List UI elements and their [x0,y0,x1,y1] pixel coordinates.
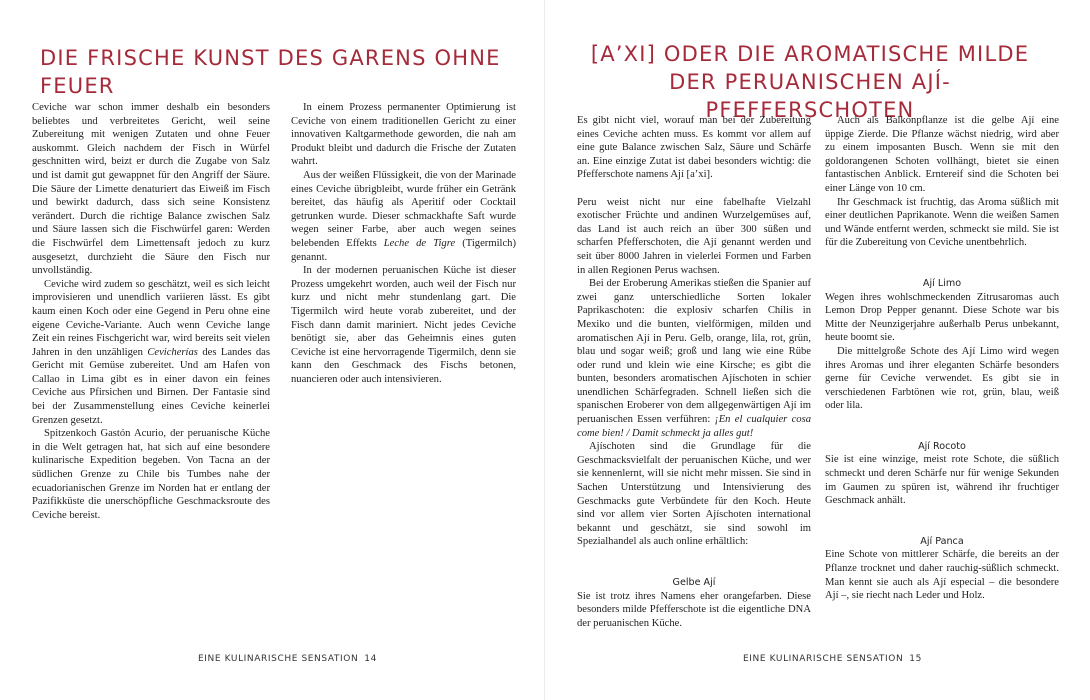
paragraph: Wegen ihres wohlschmeckenden Zitrusaromas auch Lemon Drop Pepper genannt. Diese Schote war bis Mitte der Neunzigerjahre außerhalb Perus unbekannt, heute boomt sie. [825,291,1059,344]
running-footer-label: EINE KULINARISCHE SENSATION [198,654,359,664]
italic-term: Cevicherías [147,346,198,358]
paragraph: Ajíschoten sind die Grundlage für die Geschmacksvielfalt der peruanischen Küche, und wer sie kennenlernt, will sie nicht mehr missen. Sie sind in Sachen Unterstützung und Intensivierung des Geschmacks gute Verbündete für den Koch. Heute sind vor allem vier Sorten Ajíschoten international bekannt und geschätzt, sie sind sowohl im Spezialhandel als auch online erhältlich: [577,441,811,548]
paragraph: Die mittelgroße Schote des Ají Limo wird wegen ihres Aromas und ihrer eleganten Schärfe besonders gerne für Ceviche verwendet. Es gibt sie in verschiedenen Farbtönen wie rot, grün, blau, weiß oder lila. [825,345,1059,412]
left-page-footer [198,654,377,664]
page-number: 14 [364,654,377,664]
paragraph [577,277,811,440]
paragraph: Ihr Geschmack ist fruchtig, das Aroma süßlich mit einer deutlichen Paprikanote. Wenn die weißen Samen und Wände entfernt werden, schmeckt sie mild. Sie ist für die Zubereitung von Ceviche unentbehrlich. [825,196,1059,249]
paragraph: Auch als Balkonpflanze ist die gelbe Ají eine üppige Zierde. Die Pflanze wächst niedrig, wird aber zu einem imposanten Busch. Wenn sie mit den goldorangenen Schoten vollhängt, bietet sie einen fantastischen Anblick. Erntereif sind die Schoten bei einer Länge von 10 cm. [825,115,1059,194]
page-gutter [544,0,545,700]
text-run: des Landes das Gericht mit Gemüse zubereitet. Und am Hafen von Callao in Lima gibt es in einer davon ein feines Ceviche aus Pfirsichen und Birnen. Der Fantasie sind bei der Zusammenstellung eines Ceviche keinerlei Grenzen gesetzt. [32,346,270,426]
running-footer-label: EINE KULINARISCHE SENSATION [743,654,904,664]
subheading-aji-limo: Ají Limo [922,277,962,289]
paragraph: Peru weist nicht nur eine fabelhafte Vielzahl exotischer Früchte und andinen Wurzelgemüses auf, das Land ist auch reich an über 300 süßen und scharfen Pfefferschoten, die Ají genannt werden und seit über 8000 Jahren in vielerlei Formen und Farben in allen Regionen Perus wachsen. [577,196,811,276]
right-page-footer [743,654,922,664]
subheading-gelbe-aji: Gelbe Ají [672,577,716,588]
left-column-2 [291,101,516,386]
paragraph: Sie ist eine winzige, meist rote Schote, die süßlich schmeckt und deren Schärfe nur für wenige Sekunden im Gaumen zu spüren ist, während ihr fruchtiger Geschmack anhält. [825,454,1059,507]
paragraph [291,169,516,264]
paragraph [32,278,270,428]
right-column-2 [825,114,1059,603]
paragraph: Eine Schote von mittlerer Schärfe, die bereits an der Pflanze trocknet und daher rauchig-süßlich schmeckt. Man kennt sie auch als Ají especial – die besondere Ají –, sie riecht nach Leder und Holz. [825,549,1059,602]
left-page-title: DIE FRISCHE KUNST DES GARENS OHNE FEUER [40,46,501,98]
italic-term: Leche de Tigre [383,237,456,249]
right-page-title: [A’XI] ODER DIE AROMATISCHE MILDE DER PERUANISCHEN AJÍ-PFEFFERSCHOTEN [590,42,1030,122]
text-run: Bei der Eroberung Amerikas stießen die Spanier auf zwei ganz unterschiedliche Sorten lokaler Paprikaschoten: die explosiv scharfen Chilis in Mexiko und die bunten, vielförmigen, milden und aromatischen Ají in Peru. Gelb, orange, lila, rot, grün, blau und sogar weiß; groß und lang wie eine Rübe oder rund und klein wie eine Kirsche; es gibt die bunten, besonders aromatischen Ajíschoten in schier unendlichen Schärfegraden. Schnell ließen sich die spanischen Eroberer von dem allgegenwärtigen Ají im peruanischen Essen verführen: [577,278,811,426]
paragraph: Sie ist trotz ihres Namens eher orangefarben. Diese besonders milde Pfefferschote ist die eigentliche DNA der peruanischen Küche. [577,590,811,629]
paragraph: In der modernen peruanischen Küche ist dieser Prozess umgekehrt worden, auch weil der Fisch nur kurz und nicht mehr stundenlang gart. Die Tigermilch wird heute vorab zubereitet, und der Fisch dann damit mariniert. Nicht jedes Ceviche benötigt sie, aber das Geheimnis eines guten Ceviche ist eine hervorragende Tigermilch, denn sie kann den Geschmack des Fischs betonen, nuancieren oder auch intensivieren. [291,265,516,385]
paragraph: Spitzenkoch Gastón Acurio, der peruanische Küche in die Welt getragen hat, hat sich auf eine besondere kulinarische Expedition begeben. Von Tacna an der südlichen Grenze zu Chile bis Tumbes nahe der ecuadorianischen Grenze im Norden hat er entlang der Pazifikküste die unerschöpfliche Geschmacksroute des Ceviche bereist. [32,428,270,521]
paragraph: Es gibt nicht viel, worauf man bei der Zubereitung eines Ceviche achten muss. Es kommt vor allem auf eine gute Balance zwischen Salz, Säure und Schärfe an. Eine einzige Zutat ist dabei besonders wichtig: die Pfefferschote namens Ají [a’xi]. [577,115,811,181]
right-column-1 [577,114,811,630]
left-column-1 [32,101,270,522]
paragraph: In einem Prozess permanenter Optimierung ist Ceviche von einem traditionellen Gericht zu einer innovativen Kaltgarmethode geworden, die nah am Produkt bleibt und dadurch die Frische der Zutaten wahrt. [291,102,516,168]
text-run: Aus der weißen Flüssigkeit, die von der Marinade eines Ceviche übrigbleibt, wurde früher ein Getränk bereitet, das häufig als Aperitif oder Cocktail getrunken wurde. Dieser schmackhafte Saft wurde wegen seiner Farbe, aber auch wegen seines belebenden Effekts [291,169,516,249]
subheading-aji-rocoto: Ají Rocoto [918,440,966,452]
paragraph: Ceviche war schon immer deshalb ein besonders beliebtes und verbreitetes Gericht, weil seine Zubereitung mit wenigen Zutaten und ohne Feuer auskommt. Gleich nachdem der Fisch in Würfel geschnitten wird, beizt er durch die Zugabe von Salz und ist damit gut gewappnet für den Angriff der Säure. Die Säure der Limette denaturiert das Eiweiß im Fisch und bewirkt dadurch, dass sich seine Konsistenz verändert. Durch die richtige Balance zwischen Salz und Säure lassen sich die Fischwürfel garen: Werden die Fischwürfel dem Limettensaft jedoch zu kurz ausgesetzt, durchzieht die Säure den Fisch nur unvollständig. [32,102,270,277]
subheading-aji-panca: Ají Panca [920,535,964,547]
text-run: (Tigermilch) genannt. [291,237,516,263]
italic-quote: ¡En el cualquier cosa come bien! / Damit schmeckt ja alles gut! [577,414,811,439]
text-run: Ceviche wird zudem so geschätzt, weil es sich leicht improvisieren und unendlich variieren lässt. Es gibt kaum einen Koch oder eine Gegend in Peru ohne eine eigene Ceviche-Variante. Auch wenn Ceviche lange Zeit ein reines Fischgericht war, wird bereits seit vielen Jahren in den unzähligen [32,278,270,358]
page-number: 15 [909,654,922,664]
